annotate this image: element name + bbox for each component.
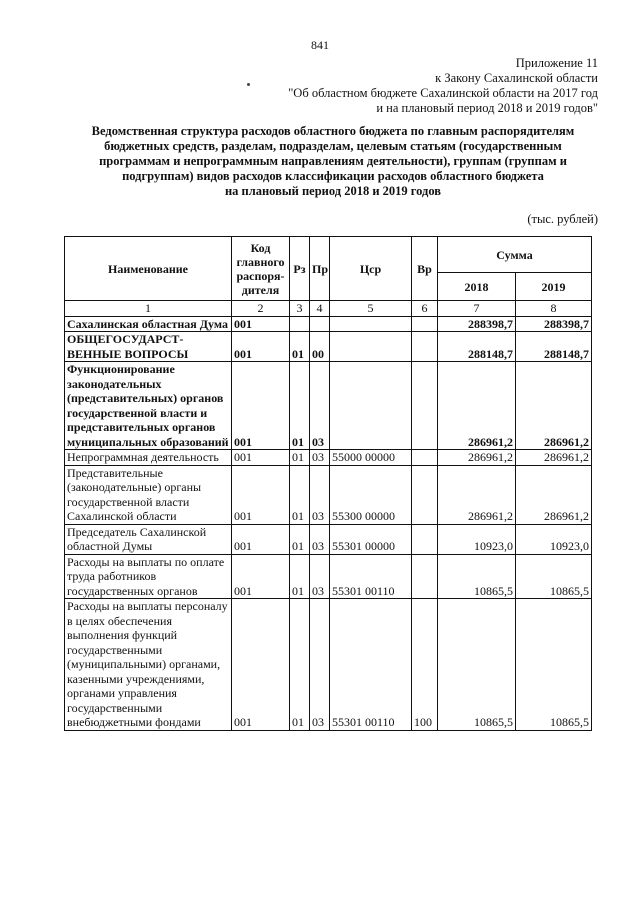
table-row — [65, 316, 592, 332]
row-csr — [330, 362, 412, 450]
header-sum: Сумма — [438, 237, 592, 273]
row-csr — [330, 316, 412, 332]
row-name: Расходы на выплаты персоналу в целях обеспечения выполнения функций государственными (муниципальными) органами, казенными учреждениями, органами управления государственными внебюджетными фондами — [65, 599, 232, 731]
scan-speck — [247, 83, 250, 86]
row-pr: 03 — [310, 465, 330, 524]
row-vr — [412, 362, 438, 450]
row-name: Непрограммная деятельность — [65, 450, 232, 466]
row-vr — [412, 465, 438, 524]
row-amount-2019: 288398,7 — [516, 316, 592, 332]
appendix-line: Приложение 11 — [515, 56, 598, 70]
row-name: Представительные (законодательные) органы государственной власти Сахалинской области — [65, 465, 232, 524]
row-pr: 03 — [310, 362, 330, 450]
row-rz: 01 — [290, 524, 310, 554]
row-amount-2018: 286961,2 — [438, 450, 516, 466]
column-number: 8 — [516, 301, 592, 317]
title-line: программам и непрограммным направлениям деятельности), группам (группам и — [99, 154, 567, 168]
appendix-line: к Закону Сахалинской области — [435, 71, 598, 85]
row-amount-2019: 10865,5 — [516, 554, 592, 599]
row-rz: 01 — [290, 362, 310, 450]
table-row — [65, 332, 592, 362]
row-amount-2019: 286961,2 — [516, 362, 592, 450]
row-pr: 03 — [310, 450, 330, 466]
table-row — [65, 599, 592, 731]
row-name: Сахалинская областная Дума — [65, 316, 232, 332]
budget-table — [64, 236, 592, 731]
title-line: бюджетных средств, разделам, подразделам, целевым статьям (государственным — [104, 139, 562, 153]
appendix-line: и на плановый период 2018 и 2019 годов" — [376, 101, 598, 115]
row-pr: 03 — [310, 599, 330, 731]
row-amount-2018: 10923,0 — [438, 524, 516, 554]
row-code: 001 — [232, 332, 290, 362]
header-code: Код главного распоря-дителя — [232, 237, 290, 301]
column-number: 6 — [412, 301, 438, 317]
row-amount-2018: 286961,2 — [438, 362, 516, 450]
units-note: (тыс. рублей) — [527, 212, 598, 226]
row-amount-2019: 286961,2 — [516, 450, 592, 466]
row-amount-2019: 10923,0 — [516, 524, 592, 554]
row-name: Председатель Сахалинской областной Думы — [65, 524, 232, 554]
row-amount-2018: 288398,7 — [438, 316, 516, 332]
table-row — [65, 465, 592, 524]
row-rz: 01 — [290, 554, 310, 599]
row-vr — [412, 524, 438, 554]
row-amount-2018: 10865,5 — [438, 599, 516, 731]
row-csr: 55301 00000 — [330, 524, 412, 554]
row-pr: 00 — [310, 332, 330, 362]
row-code: 001 — [232, 316, 290, 332]
column-number-row — [65, 301, 592, 317]
row-csr: 55301 00110 — [330, 554, 412, 599]
row-code: 001 — [232, 465, 290, 524]
row-amount-2019: 286961,2 — [516, 465, 592, 524]
page-number: 841 — [311, 38, 329, 52]
row-vr — [412, 450, 438, 466]
row-csr — [330, 332, 412, 362]
document-title — [62, 124, 604, 199]
row-vr — [412, 332, 438, 362]
row-csr: 55000 00000 — [330, 450, 412, 466]
row-amount-2018: 288148,7 — [438, 332, 516, 362]
row-code: 001 — [232, 524, 290, 554]
header-pr: Пр — [310, 237, 330, 301]
row-rz: 01 — [290, 450, 310, 466]
header-rz: Рз — [290, 237, 310, 301]
row-code: 001 — [232, 599, 290, 731]
table-row — [65, 554, 592, 599]
appendix-line: "Об областном бюджете Сахалинской области на 2017 год — [288, 86, 598, 100]
row-code: 001 — [232, 362, 290, 450]
row-amount-2018: 10865,5 — [438, 554, 516, 599]
column-number: 5 — [330, 301, 412, 317]
row-rz: 01 — [290, 332, 310, 362]
row-pr: 03 — [310, 554, 330, 599]
header-year-2018: 2018 — [438, 273, 516, 301]
row-csr: 55301 00110 — [330, 599, 412, 731]
row-name: Функционирование законодательных (представительных) органов государственной власти и представительных органов муниципальных образований — [65, 362, 232, 450]
column-number: 7 — [438, 301, 516, 317]
title-line: Ведомственная структура расходов областного бюджета по главным распорядителям — [91, 124, 575, 138]
row-csr: 55300 00000 — [330, 465, 412, 524]
row-name: ОБЩЕГОСУДАРСТ-ВЕННЫЕ ВОПРОСЫ — [65, 332, 232, 362]
column-number: 4 — [310, 301, 330, 317]
row-rz: 01 — [290, 599, 310, 731]
header-year-2019: 2019 — [516, 273, 592, 301]
title-line: на плановый период 2018 и 2019 годов — [224, 184, 442, 198]
row-amount-2018: 286961,2 — [438, 465, 516, 524]
title-line: подгруппам) видов расходов классификации расходов областного бюджета — [122, 169, 544, 183]
row-code: 001 — [232, 450, 290, 466]
row-vr — [412, 554, 438, 599]
row-pr: 03 — [310, 524, 330, 554]
column-number: 1 — [65, 301, 232, 317]
appendix-reference — [288, 56, 598, 116]
table-row — [65, 362, 592, 450]
row-vr — [412, 316, 438, 332]
row-vr: 100 — [412, 599, 438, 731]
row-amount-2019: 288148,7 — [516, 332, 592, 362]
row-rz: 01 — [290, 465, 310, 524]
header-name: Наименование — [65, 237, 232, 301]
row-rz — [290, 316, 310, 332]
header-vr: Вр — [412, 237, 438, 301]
row-amount-2019: 10865,5 — [516, 599, 592, 731]
row-name: Расходы на выплаты по оплате труда работников государственных органов — [65, 554, 232, 599]
column-number: 2 — [232, 301, 290, 317]
header-csr: Цср — [330, 237, 412, 301]
table-row — [65, 524, 592, 554]
row-pr — [310, 316, 330, 332]
row-code: 001 — [232, 554, 290, 599]
column-number: 3 — [290, 301, 310, 317]
table-row — [65, 450, 592, 466]
